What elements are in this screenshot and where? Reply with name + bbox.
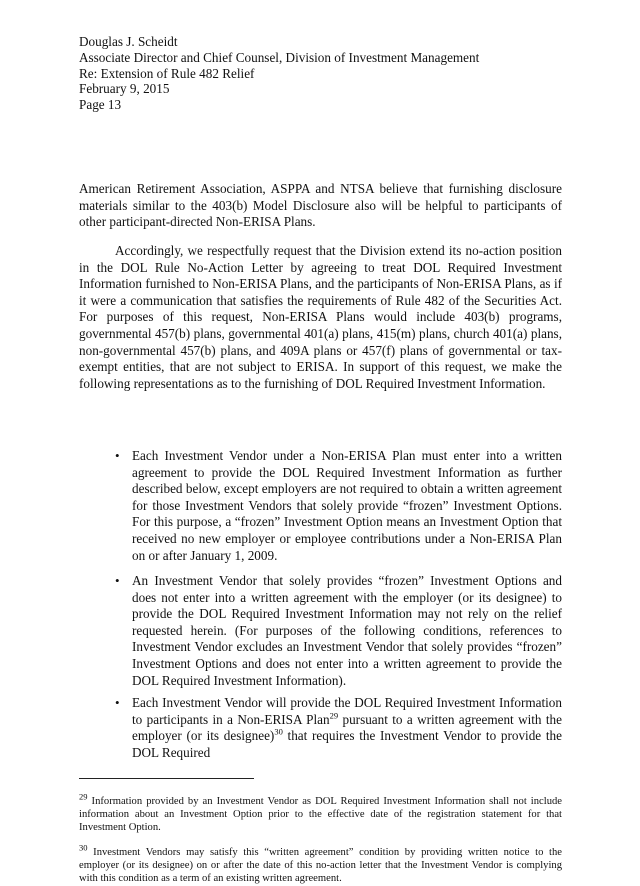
bullet-icon: • [115,695,120,710]
letter-date: February 9, 2015 [79,81,170,97]
footnote-ref-30: 30 [274,726,283,737]
bullet-3-text-c: that requires the Investment Vendor to provide the DOL Required [132,728,562,760]
bullet-3-text-b: pursuant to a written agreement with the employer (or its designee) [132,711,562,744]
paragraph-1: American Retirement Association, ASPPA and NTSA believe that furnishing disclosure materials similar to the 403(b) Model Disclosure also will be helpful to participants of other participant-directed Non-ERISA Plans. [79,181,562,230]
footnote-ref-29: 29 [329,710,339,721]
paragraph-2: Accordingly, we respectfully request that the Division extend its no-action position in the DOL Rule No-Action Letter by agreeing to treat DOL Required Investment Information furnished to Non-ERISA Plans, and the participants of Non-ERISA Plans, as if it were a communication that satisfies the requirements of Rule 482 of the Securities Act. For purposes of this request, Non-ERISA Plans would include 403(b) programs, governmental 457(b) plans, governmental 401(a) plans, 415(m) plans, church 401(a) plans, non-governmental 457(b) plans, and 409A plans or 457(f) plans of governmental or tax-exempt entities, that are not subject to ERISA. In support of this request, we make the following representations as to the furnishing of DOL Required Investment Information. [79,243,562,391]
footnote-29 [79,791,562,835]
bullet-text-3 [132,695,562,761]
bullet-text-2: An Investment Vendor that solely provides “frozen” Investment Options and does not enter into a written agreement with the employer (or its designee) to provide the DOL Required Investment Information may not rely on the relief requested herein. (For purposes of the following conditions, references to Investment Vendor excludes an Investment Vendor that solely provides “frozen” Investment Options and does not enter into a written agreement to provide the DOL Required Investment Information). [132,573,562,688]
recipient-name: Douglas J. Scheidt [79,34,178,49]
footnote-30 [79,842,562,886]
bullet-icon: • [115,573,120,588]
footnote-text: Investment Vendors may satisfy this “written agreement” condition by providing written notice to the employer (or its designee) on or after the date of this no-action letter that the Investment Vendor is complying with this condition as a term of an existing written agreement. [79,847,562,885]
footnote-number: 30 [79,842,88,853]
footnote-text: Information provided by an Investment Vendor as DOL Required Investment Information shall not include information about an Investment Option prior to the effective date of the registration statement for that Investment Option. [79,796,562,834]
footnote-divider [79,778,254,779]
bullet-3-text-a: Each Investment Vendor will provide the DOL Required Investment Information to participants in a Non-ERISA Plan [132,695,562,727]
bullet-text-1: Each Investment Vendor under a Non-ERISA Plan must enter into a written agreement to provide the DOL Required Investment Information as further described below, except employers are not required to obtain a written agreement for those Investment Vendors that solely provide “frozen” Investment Options. For this purpose, a “frozen” Investment Option means an Investment Option that received no new employer or employee contributions under a Non-ERISA Plan on or after January 1, 2009. [132,448,562,563]
letter-header [79,34,479,113]
footnote-number: 29 [79,791,88,802]
recipient-title: Associate Director and Chief Counsel, Division of Investment Management [79,49,480,65]
bullet-icon: • [115,448,120,463]
subject-line: Re: Extension of Rule 482 Relief [79,65,255,81]
page-number: Page 13 [79,97,122,113]
